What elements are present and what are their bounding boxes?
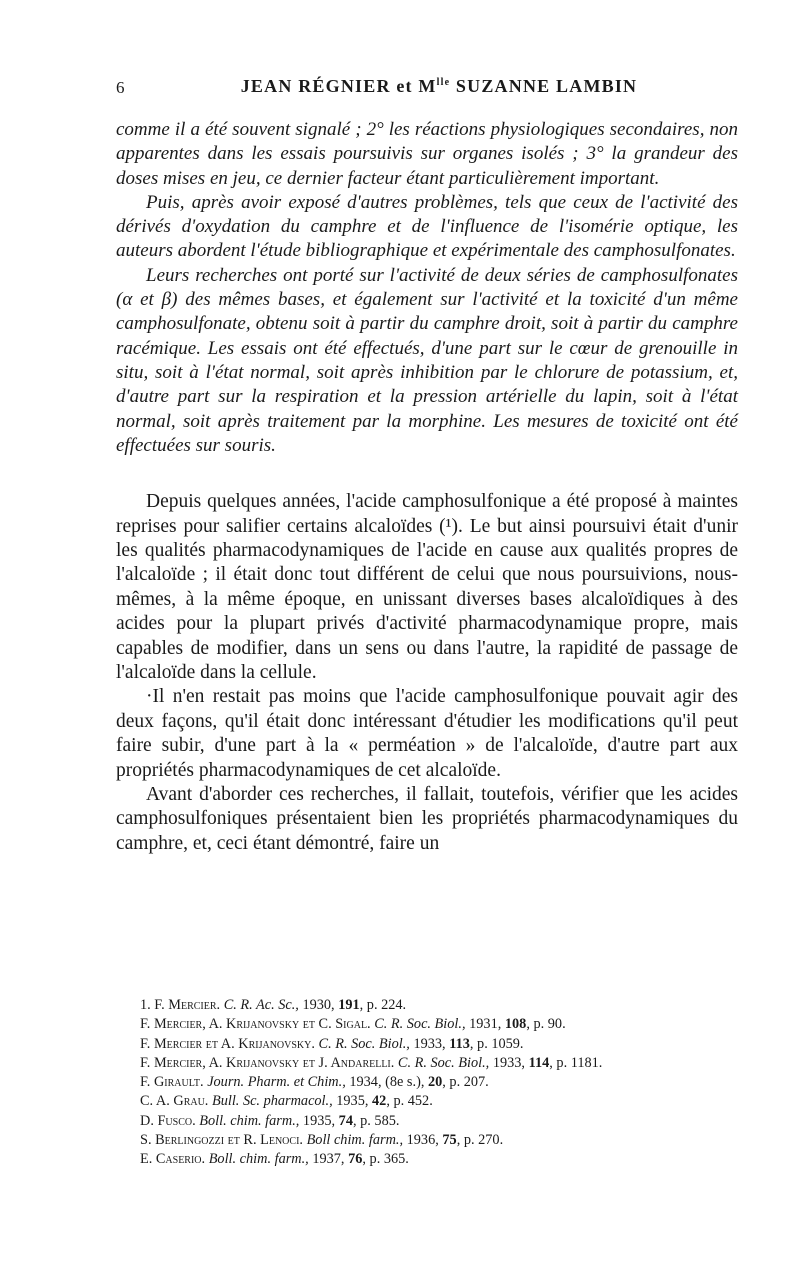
footnote-journal: C. R. Ac. Sc., <box>223 997 299 1013</box>
footnote-volume: 20 <box>427 1074 443 1091</box>
footnote-year: 1937, <box>308 1151 349 1168</box>
footnote-journal: C. R. Soc. Biol., <box>374 1016 466 1033</box>
footnote-journal: Boll. chim. farm., <box>208 1151 309 1168</box>
footnote-volume: 191 <box>338 997 360 1013</box>
footnote-pages: , p. 207. <box>442 1074 489 1091</box>
running-title-sup: lle <box>436 77 451 88</box>
footnote-volume: 113 <box>449 1035 470 1052</box>
footnote-pages: , p. 224. <box>359 997 407 1013</box>
body-paragraph: Depuis quelques années, l'acide camphosulfonique a été proposé à maintes reprises pour salifier certains alcaloïdes (¹). Le but ainsi poursuivi était d'unir les qualités pharmacodynamiques de l'acide en cause aux qualités propres de l'alcaloïde ; il était donc tout différent de celui que nous poursuivions, nous-mêmes, à la même époque, en unissant diverses bases alcaloïdiques à des acides pour la plupart privés d'activité pharmacodynamique propre, mais capables de modifier, dans un sens ou dans l'autre, la rapidité de passage de l'alcaloïde dans la cellule. <box>116 491 738 683</box>
footnote-journal: Bull. Sc. pharmacol., <box>211 1093 333 1110</box>
footnote <box>140 1035 750 1054</box>
footnote-volume: 42 <box>372 1093 387 1110</box>
body-paragraph: ·Il n'en restait pas moins que l'acide camphosulfonique pouvait agir des deux façons, qu'il était donc intéressant d'étudier les modifications qu'il peut faire subir, d'une part à la « perméation » de l'alcaloïde, d'autre part aux propriétés pharmacodynamiques de cet alcaloïde. <box>116 686 738 781</box>
footnotes <box>140 996 750 1170</box>
footnote <box>140 1054 750 1073</box>
footnote-volume: 75 <box>442 1132 457 1149</box>
footnote-volume: 108 <box>504 1016 527 1033</box>
footnote-authors: F. Girault. <box>140 1074 204 1091</box>
summary-paragraph: comme il a été souvent signalé ; 2° les réactions physiologiques secondaires, non apparentes dans les essais poursuivis sur organes isolés ; 3° la grandeur des doses mises en jeu, ce dernier facteur étant particulièrement important. <box>116 119 738 189</box>
footnote <box>140 1015 750 1034</box>
main-text <box>116 118 738 856</box>
footnote-year: 1936, <box>403 1132 443 1149</box>
running-title-authors: JEAN RÉGNIER et M <box>240 76 437 96</box>
footnote-year: 1933, <box>409 1035 450 1052</box>
footnote-year: 1930, <box>298 997 339 1013</box>
footnote-journal: Boll. chim. farm., <box>199 1112 300 1129</box>
footnote-volume: 76 <box>348 1151 363 1168</box>
footnote-authors: F. Mercier et A. Krijanovsky. <box>140 1035 315 1052</box>
summary-paragraph: Leurs recherches ont porté sur l'activité de deux séries de camphosulfonates (α et β) des mêmes bases, et également sur l'activité et la toxicité d'un même camphosulfonate, obtenu soit à partir du camphre droit, soit à partir du camphre racémique. Les essais ont été effectués, d'une part sur le cœur de grenouille in situ, soit à l'état normal, soit après inhibition par le chlorure de potassium, et, d'autre part sur la respiration et la pression artérielle du lapin, soit à l'état normal, soit après traitement par la morphine. Les mesures de toxicité ont été effectuées sur souris. <box>116 264 738 456</box>
footnote-year: 1935, <box>332 1093 373 1110</box>
page-number: 6 <box>116 78 125 97</box>
footnote-pages: , p. 585. <box>352 1112 400 1129</box>
footnote-year: 1934, (8e s.), <box>345 1074 428 1091</box>
footnote-pages: , p. 1181. <box>549 1054 603 1071</box>
footnote <box>140 1131 750 1150</box>
footnote-volume: 114 <box>528 1054 550 1071</box>
running-title-coauthor: SUZANNE LAMBIN <box>450 76 638 96</box>
footnote-journal: C. R. Soc. Biol., <box>318 1035 410 1052</box>
running-header <box>116 74 738 104</box>
footnote-pages: , p. 1059. <box>469 1035 524 1052</box>
footnote <box>140 1112 750 1131</box>
running-title <box>116 76 738 97</box>
footnote-authors: F. Mercier, A. Krijanovsky et J. Andarelli. <box>140 1054 395 1071</box>
footnote-journal: Boll chim. farm., <box>306 1132 404 1149</box>
footnote <box>140 996 750 1015</box>
footnote <box>140 1150 750 1169</box>
footnote-journal: Journ. Pharm. et Chim., <box>207 1074 346 1091</box>
footnote-pages: , p. 452. <box>386 1093 433 1110</box>
footnote-authors: D. Fusco. <box>140 1112 196 1129</box>
footnote-year: 1933, <box>489 1054 529 1071</box>
footnote-pages: , p. 90. <box>526 1016 566 1033</box>
summary-paragraph: Puis, après avoir exposé d'autres problèmes, tels que ceux de l'activité des dérivés d'oxydation du camphre et de l'influence de l'isomérie optique, les auteurs abordent l'étude bibliographique et expérimentale des camphosulfonates. <box>116 191 738 262</box>
footnote-authors: C. A. Grau. <box>140 1093 209 1110</box>
footnote-pages: , p. 270. <box>456 1132 504 1149</box>
footnote <box>140 1092 750 1111</box>
footnote-authors: F. Mercier. <box>154 997 221 1013</box>
footnote-year: 1935, <box>299 1112 339 1129</box>
body-paragraph: Avant d'aborder ces recherches, il fallait, toutefois, vérifier que les acides camphosulfoniques présentaient bien les propriétés pharmacodynamiques du camphre, et, ceci étant démontré, faire un <box>116 784 738 854</box>
footnote-authors: S. Berlingozzi et R. Lenoci. <box>140 1132 303 1149</box>
section-gap <box>116 458 738 490</box>
footnote-year: 1931, <box>465 1016 505 1033</box>
footnote-volume: 74 <box>338 1112 353 1129</box>
footnote-number: 1. <box>140 997 155 1013</box>
footnote-authors: F. Mercier, A. Krijanovsky et C. Sigal. <box>140 1016 371 1033</box>
footnote <box>140 1073 750 1092</box>
footnote-journal: C. R. Soc. Biol., <box>397 1054 490 1071</box>
footnote-pages: , p. 365. <box>362 1151 409 1168</box>
footnote-authors: E. Caserio. <box>140 1151 206 1168</box>
